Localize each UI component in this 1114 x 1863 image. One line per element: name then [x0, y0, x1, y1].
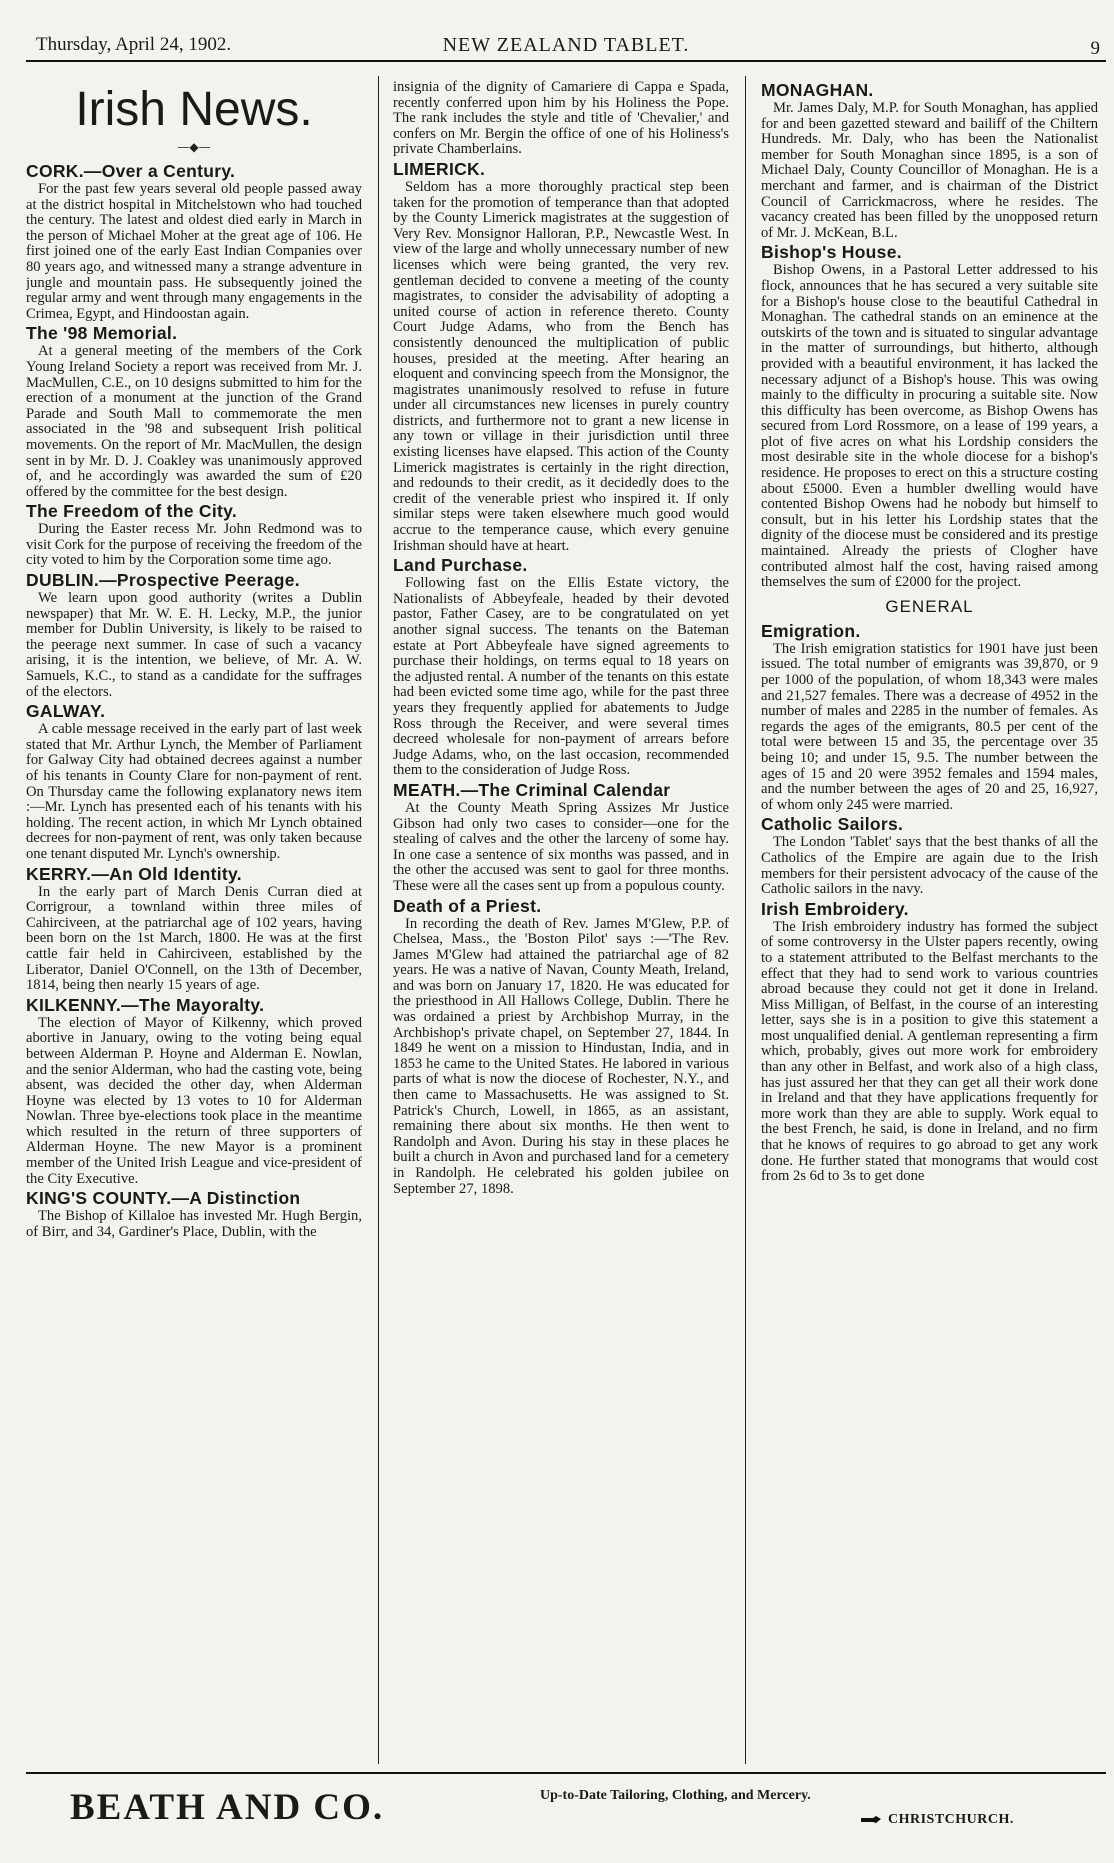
- article-paragraph: The London 'Tablet' says that the best thanks of all the Catholics of the Empire are again due to the Irish members for their persistent advocacy of the cause of the Catholic sailors in the navy.: [761, 834, 1098, 898]
- article-paragraph: For the past few years several old people passed away at the district hospital in Mitchelstown who had touched the century. The latest and oldest died early in March in the person of Michael Moher at the great age of 106. He first joined one of the early East Indian Companies over 80 years ago, and witnessed many a strange adventure in jungle and mountain pass. He subsequently joined the regular army and went through many engagements in the Crimea, Egypt, and Hindoostan again.: [26, 181, 362, 322]
- advertiser-city-line: [860, 1812, 1014, 1828]
- newspaper-title: NEW ZEALAND TABLET.: [442, 34, 690, 56]
- article: [393, 780, 729, 895]
- article-paragraph: At a general meeting of the members of the Cork Young Ireland Society a report was received from Mr. J. MacMullen, C.E., on 10 designs submitted to him for the erection of a monument at the junction of the Grand Parade and South Mall to commemorate the men associated in the '98 and subsequent Irish political movements. On the report of Mr. MacMullen, the design sent in by Mr. D. J. Coakley was unanimously approved of, and he accordingly was awarded the sum of £20 offered by the committee for the best design.: [26, 343, 362, 500]
- masthead: [26, 34, 1106, 62]
- article: [26, 1188, 362, 1240]
- column-body: [26, 161, 362, 1240]
- article-heading: KILKENNY.—The Mayoralty.: [26, 994, 265, 1015]
- article: [26, 323, 362, 500]
- section-heading-general: GENERAL: [885, 596, 974, 616]
- article-paragraph: The election of Mayor of Kilkenny, which proved abortive in January, owing to the voting being equal between Alderman P. Hoyne and Alderman E. Nowlan, and the senior Alderman, who had the casting vote, being absent, was decided the other day, when Alderman Hoyne was elected by 13 votes to 10 for Alderman Nowlan. Three bye-elections took place in the meantime which resulted in the return of three supporters of Alderman Hoyne. The new Mayor is a prominent member of the United Irish League and vice-president of the City Executive.: [26, 1014, 362, 1187]
- article-paragraph: Mr. James Daly, M.P. for South Monaghan, has applied for and been gazetted steward and bailiff of the Chiltern Hundreds. Mr. Daly, who has been the Nationalist member for South Monaghan since 1895, is a son of Michael Daly, County Councillor of Monaghan. He is a merchant and farmer, and is chairman of the District Council of Carrickmacross, where he resides. The vacancy created has been filled by the unopposed return of Mr. J. McKean, B.L.: [761, 100, 1098, 241]
- article-paragraph: During the Easter recess Mr. John Redmond was to visit Cork for the purpose of receiving the freedom of the city voted to him by the Corporation some time ago.: [26, 521, 362, 569]
- advertiser-name: BEATH AND CO.: [70, 1787, 385, 1828]
- article: [26, 701, 362, 862]
- column-divider: [378, 76, 379, 1764]
- article-heading: DUBLIN.—Prospective Peerage.: [26, 570, 300, 591]
- advertiser-city: CHRISTCHURCH.: [888, 1812, 1014, 1827]
- column-3: [761, 80, 1098, 1762]
- column-1: [26, 80, 362, 1762]
- article-paragraph: At the County Meath Spring Assizes Mr Justice Gibson had only two cases to consider—one for the stealing of calves and the other the larceny of some hay. In one case a sentence of six months was passed, and in the other the accused was sent to gaol for three months. These were all the cases sent up from a populous county.: [393, 799, 729, 894]
- article: [761, 80, 1098, 241]
- article: [761, 242, 1098, 590]
- article: [761, 814, 1098, 897]
- article-paragraph: The Bishop of Killaloe has invested Mr. Hugh Bergin, of Birr, and 34, Gardiner's Place, Dublin, with the: [26, 1208, 362, 1240]
- article-heading: Bishop's House.: [761, 242, 902, 263]
- article: [761, 621, 1098, 814]
- article-heading: The Freedom of the City.: [26, 501, 238, 522]
- article-heading: KING'S COUNTY.—A Distinction: [26, 1188, 301, 1209]
- article-paragraph: insignia of the dignity of Camariere di Cappa e Spada, recently conferred upon him by his Holiness the Pope. The rank includes the style and title of 'Chevalier,' and confers on Mr. Bergin the office of one of his Holiness's private Chamberlains.: [393, 80, 729, 158]
- article: [26, 570, 362, 700]
- article-heading: Emigration.: [761, 620, 861, 641]
- article-paragraph: Following fast on the Ellis Estate victory, the Nationalists of Abbeyfeale, headed by their devoted pastor, Father Casey, are to be congratulated on yet another signal success. The tenants on the Bateman estate at Port Abbeyfeale have signed agreements to purchase their holdings, on terms equal to 18 years on the adjusted rental. A number of the tenants on this estate had been evicted some time ago, while for the past three years they frequently applied for abatements to Judge Ross through the Receiver, and were several times decreed wholesale for non-payment of arrears before Judge Adams, who, on the last occasion, recommended them to the consideration of Judge Ross.: [393, 575, 729, 779]
- article: [393, 159, 729, 554]
- article-heading: The '98 Memorial.: [26, 323, 178, 344]
- article-paragraph: Bishop Owens, in a Pastoral Letter addressed to his flock, announces that he has secured a very suitable site for a Bishop's house close to the beautiful Cathedral in Monaghan. The cathedral stands on an eminence at the outskirts of the town and is situated to singular advantage in the matter of surroundings, but hitherto, although provided with a beautiful environment, it has lacked the necessary adjunct of a Bishop's house. This was owing mainly to the difficulty in procuring a suitable site. Now this difficulty has been overcome, as Bishop Owens has secured from Lord Rossmore, on a lease of 199 years, a plot of five acres on what his Lordship considers the most desirable site in the whole diocese for a bishop's residence. He proposes to erect on this a structure costing about £5000. Even a humbler dwelling would have contented Bishop Owens had he nobody but himself to consult, but in his letter his Lordship states that the dignity of the diocese must be considered and its prestige maintained. Already the priests of Clogher have contributed almost half the cost, having raised among themselves the sum of £2000 for the project.: [761, 262, 1098, 591]
- section-title: Irish News.: [75, 83, 313, 136]
- article-heading: KERRY.—An Old Identity.: [26, 863, 242, 884]
- article-paragraph: The Irish emigration statistics for 1901 have just been issued. The total number of emigrants was 39,870, or 9 per 1000 of the population, of whom 18,343 were males and 21,527 females. There was a decrease of 4952 in the number of males and 2285 in the number of females. As regards the ages of the emigrants, 80.5 per cent of the total were between 15 and 35, the percentage over 35 being 10; and under 15, 9.5. The number between the ages of 15 and 20 were 3952 females and 1594 males, and the number between the ages of 20 and 25, 16,927, of whom only 245 were married.: [761, 640, 1098, 813]
- article-heading: Land Purchase.: [393, 555, 528, 576]
- article: [26, 161, 362, 322]
- column-body: [393, 80, 729, 1197]
- article-heading: Irish Embroidery.: [761, 898, 909, 919]
- article-paragraph: We learn upon good authority (writes a Dublin newspaper) that Mr. W. E. H. Lecky, M.P., the junior member for Dublin University, is likely to be raised to the peerage next summer. In case of such a vacancy arising, it is the intention, we believe, of Mr. A. W. Samuels, K.C., to stand as a candidate for the suffrages of the electors.: [26, 590, 362, 700]
- article: [761, 899, 1098, 1185]
- advertiser-slogan: Up-to-Date Tailoring, Clothing, and Mercery.: [540, 1788, 811, 1803]
- article-heading: MEATH.—The Criminal Calendar: [393, 779, 671, 800]
- footer-rule: [26, 1772, 1106, 1774]
- article-heading: Catholic Sailors.: [761, 814, 904, 835]
- article: [393, 896, 729, 1198]
- article-heading: LIMERICK.: [393, 158, 486, 179]
- article-heading: MONAGHAN.: [761, 80, 874, 100]
- article: [26, 995, 362, 1188]
- page-number: 9: [1090, 38, 1100, 59]
- column-body: [761, 80, 1098, 1185]
- article: [393, 555, 729, 779]
- column-2: [393, 80, 729, 1762]
- article-paragraph: Seldom has a more thoroughly practical step been taken for the promotion of temperance than that adopted by the County Limerick magistrates at the suggestion of Very Rev. Monsignor Halloran, P.P., Newcastle West. In view of the large and wholly unnecessary number of new licenses which were being granted, the very rev. gentleman decided to convene a meeting of the county magistrates, to consider the advisability of adopting a united course of action in reference thereto. County Court Judge Adams, who from the Bench has consistently denounced the multiplication of public houses, presided at the meeting. After hearing an eloquent and convincing speech from the Monsignor, the magistrates unanimously resolved to refuse in future under all circumstances new licenses in purely country districts, and furthermore not to grant a new license in any town or village in their jurisdiction until three existing licenses have elapsed. This action of the County Limerick magistrates is certainly in the right direction, and redounds to their credit, as it decidedly does to the credit of the venerable priest who inspired it. If only similar steps were taken elsewhere much good would accrue to the temperance cause, which every genuine Irishman should have at heart.: [393, 178, 729, 554]
- article-heading: GALWAY.: [26, 701, 106, 722]
- article: [26, 501, 362, 569]
- article-heading: CORK.—Over a Century.: [26, 161, 236, 181]
- column-divider: [745, 76, 746, 1764]
- article-paragraph: A cable message received in the early part of last week stated that Mr. Arthur Lynch, the Member of Parliament for Galway City had obtained decrees against a number of his tenants in County Clare for non-payment of rent. On Thursday came the following explanatory news item :—Mr. Lynch has presented each of his tenants with his holding. The recent action, in which Mr Lynch obtained decrees for non-payment of rent, was only taken because one tenant disputed Mr. Lynch's ownership.: [26, 721, 362, 862]
- issue-date: Thursday, April 24, 1902.: [36, 34, 232, 55]
- article: [393, 80, 729, 158]
- article-paragraph: The Irish embroidery industry has formed the subject of some controversy in the Ulster papers recently, owing to a statement attributed to the Belfast merchants to the effect that they had to send work to various countries abroad because they could not get it done in Ireland. Miss Milligan, of Belfast, in the course of an interesting letter, says she is in a position to give this statement a most unqualified denial. A gentleman representing a firm which, probably, gives out more work for embroidery than any other in Belfast, and work also of a high class, has just assured her that they can get all their work done in Ireland and that they have applications frequently for more work than they are able to supply. Work equal to the best French, he said, is done in Ireland, and no firm that he knows of requires to go abroad to get any work done. He further stated that monograms that would cost from 2s 6d to 3s to get done: [761, 918, 1098, 1185]
- article-heading: Death of a Priest.: [393, 895, 542, 916]
- article-paragraph: In the early part of March Denis Curran died at Corrigrour, a townland within three miles of Cahirciveen, at the patriarchal age of 102 years, having been born on the 1st March, 1800. He was at the first cattle fair held in Cahirciveen, established by the Liberator, Daniel O'Connell, on the 13th of December, 1814, being then nearly 15 years of age.: [26, 883, 362, 994]
- pointing-hand-icon: [860, 1815, 882, 1825]
- ornament-divider: —◆—: [177, 140, 211, 154]
- article-paragraph: In recording the death of Rev. James M'Glew, P.P. of Chelsea, Mass., the 'Boston Pilot' says :—'The Rev. James M'Glew had attained the patriarchal age of 82 years. He was a native of Navan, County Meath, Ireland, and was born on January 17, 1820. He was educated for the priesthood in All Hallows College, Dublin. There he was ordained a priest by Archbishop Murray, in the Archbishop's private chapel, on September 27, 1844. In 1849 he went on a mission to Hindustan, India, and in 1853 he came to the United States. He labored in various parts of what is now the diocese of Rochester, N.Y., and then came to Massachusetts. He was assigned to St. Patrick's Church, Lowell, in 1865, as an assistant, remaining there about six months. He then went to Randolph and Avon. During his stay in these places he built a church in Avon and purchased land for a cemetery in Randolph. He celebrated his golden jubilee on September 27, 1898.: [393, 915, 729, 1197]
- article: [26, 864, 362, 994]
